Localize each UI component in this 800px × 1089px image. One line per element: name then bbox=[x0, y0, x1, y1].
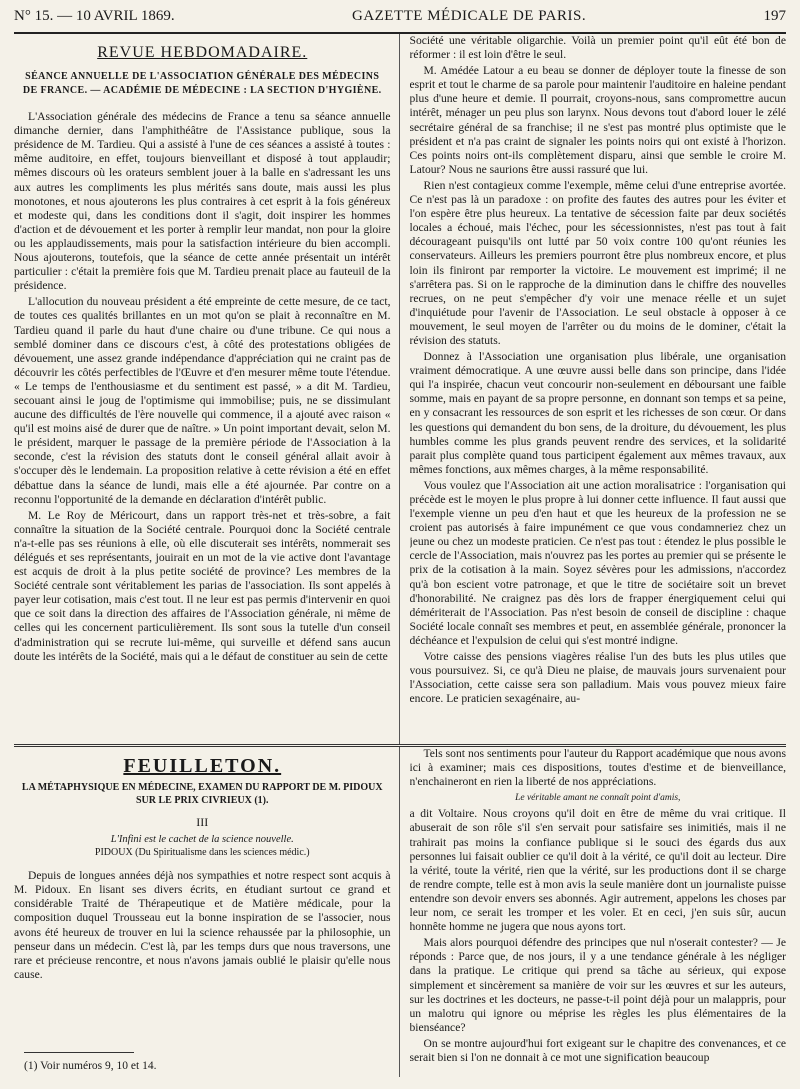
page-header bbox=[14, 8, 786, 34]
paragraph: Tels sont nos sentiments pour l'auteur du Rapport académique que nous avons ici à examiner; mais ces dispositions, toutes d'estime et de bienveillance, n'enchaineront en rien la liberté de nos appréciations. bbox=[409, 747, 786, 789]
publication-title: GAZETTE MÉDICALE DE PARIS. bbox=[351, 8, 587, 24]
paragraph: Société une véritable oligarchie. Voilà un premier point qu'il eût été bon de réformer : il est loin d'être le seul. bbox=[409, 34, 786, 62]
revue-left-column bbox=[14, 34, 400, 744]
paragraph: M. Amédée Latour a eu beau se donner de déployer toute la finesse de son esprit et tout le charme de sa parole pour maintenir l'auditoire en haleine pendant plus d'une heure et demie. Il pourrait, croyons-nous, sans compromettre aucun intérêt, ménager un peu plus son larynx. Nous devons tout d'abord louer le zélé secrétaire général de sa franchise; il ne s'est pas montré plus optimiste que le président et n'a pas craint de signaler les points noirs qui ont existé à l'horizon. Ces points noirs ont-ils complètement disparu, ainsi que semble le croire M. Latour? Nous ne saurions être aussi rassuré que lui. bbox=[409, 64, 786, 176]
page-number: 197 bbox=[763, 8, 786, 24]
revue-section bbox=[14, 34, 786, 747]
feuilleton-left-column bbox=[14, 747, 400, 1077]
paragraph: a dit Voltaire. Nous croyons qu'il doit en être de même du vrai critique. Il abuserait de son rôle s'il s'en servait pour satisfaire ses inimitiés, mais il ne trahirait pas moins la confiance publique si le souci des égards dus aux personnes lui faisait oublier ce qu'il doit à la vérité, ce qu'il doit au lecteur. Dire la vérité, toute la vérité, rien que la vérité, sur les productions dont il se charge de rendre compte, telle est à mon avis la seule manière dont un journaliste puisse entendre son devoir envers ses abonnés. Agir autrement, appelons les choses par leur nom, ce serait les tromper et les voler. Et en ceci, j'en suis sûr, aucun honnête homme ne jugera que nous ayons tort. bbox=[409, 807, 786, 934]
footnote-rule bbox=[24, 1052, 134, 1053]
feuilleton-section bbox=[14, 747, 786, 1077]
paragraph: Votre caisse des pensions viagères réalise l'un des buts les plus utiles que vous poursuivez. Si, ce qu'à Dieu ne plaise, de mauvais jours survenaient pour l'Association, cette caisse sera son palladium. Mais vous pouvez mieux faire encore. Le praticien sexagénaire, au- bbox=[409, 650, 786, 706]
paragraph: Vous voulez que l'Association ait une action moralisatrice : l'organisation qui précède est le moyen le plus propre à lui donner cette influence. Il faut aussi que l'exemple vienne un peu d'en haut et que les heureux de la profession ne se croient pas autorisés à faire impunément ce que vous condamneriez chez un jeune ou chez un modeste praticien. Ce n'est pas tout : étendez le plus possible le cercle de l'Association, mais n'ouvrez pas les portes au premier qui se présente le prix de la cotisation à la main. Soyez sévères pour les admissions, n'accordez qu'à bon escient votre patronage, et que le titre de sociétaire soit un brevet d'honorabilité. Ne craignez pas dès lors de frapper énergiquement celui qui démériterait de l'Association. Pas n'est besoin de conseil de discipline : chaque Société locale connaît ses membres et peut, en assemblée générale, prononcer la déchéance et l'expulsion de celui qui s'est montré indigne. bbox=[409, 478, 786, 647]
feuilleton-right-column bbox=[410, 747, 787, 1077]
paragraph: Rien n'est contagieux comme l'exemple, même celui d'une entreprise avortée. Ce n'est pas là un paradoxe : on profite des fautes des autres pour les éviter et l'on espère être plus heureux. La tentative de sécession faite par deux sociétés locales a échoué, mais l'échec, pour les sécessionnistes, n'est pas tout à fait décourageant puisqu'ils ont lutté par 50 voix contre 100 qu'ont réunies les conservateurs. Ailleurs les premiers pourront être plus nombreux encore, et plus loin ils finiront par remporter la victoire. Le mouvement est imprimé; il ne s'arrêtera pas. Si on le rapproche de la diminution dans le chiffre des nouvelles recrues, on ne peut s'empêcher d'y voir une menace réelle et un sujet d'inquiétude pour l'avenir de l'Association. Le seul obstacle à opposer à ce mouvement, le seul moyen de l'arrêter ou du moins de le dominer, c'était la révision des statuts. bbox=[409, 178, 786, 347]
revue-title: REVUE HEBDOMADAIRE. bbox=[97, 44, 308, 61]
paragraph: L'Association générale des médecins de France a tenu sa séance annuelle dimanche dernier, dans l'amphithéâtre de l'Assistance publique, sous la présidence de M. Tardieu. Qui a assisté à l'une de ces séances a assisté à toutes : même auditoire, en effet, toujours bienveillant et disposé à tout applaudir; mêmes discours où les orateurs semblent jouer à la balle en s'adressant les uns aux autres les compliments les plus mérités sans doute, mais aussi les plus monotones, et nous ajouterons les plus contraires à cet esprit à la fois généreux et modeste qui, dans les conditions dont il s'agit, doit inspirer les hommes d'action et de dévouement et les porter à remplir leur mandat, non pour la gloire ou les applaudissements, mais pour la satisfaction intérieure du bien accompli. Nous ajouterons, toutefois, que la séance de cette année présentait un intérêt particulier : c'était la première fois que M. Tardieu prenait place au fauteuil de la présidence. bbox=[14, 110, 391, 293]
paragraph: L'allocution du nouveau président a été empreinte de cette mesure, de ce tact, de toutes ces qualités brillantes en un mot qu'on se plait à reconnaître en M. Tardieu quand il parle du haut d'une chaire ou d'une tribune. Ce qui nous a semblé dominer dans ce discours c'est, à côté des protestations obligées de dévouement, une assez grande indépendance d'appréciation qui ne craint pas de découvrir les côtés perfectibles de l'Œuvre et d'en mesurer même toute l'étendue. « Le temps de l'enthousiasme et du sentiment est passé, » a dit M. Tardieu, secouant ainsi le joug de l'optimisme qui immobilise; puis, ne se dissimulant aucune des difficultés de l'ère nouvelle qui commence, il a ajouté avec raison « qu'il est moins aisé de durer que de naître. » Un point important devait, selon M. le président, marquer le passage de la première période de l'Association à la seconde, c'est la révision des statuts dont le conseil général allait avoir à s'occuper dès le lendemain. La proposition relative à cette révision a été en effet débattue dans la séance de lundi, mais elle a été ajournée. Par contre on a reconnu l'opportunité de la demande en déclaration d'intérêt public. bbox=[14, 295, 391, 506]
paragraph: Depuis de longues années déjà nos sympathies et notre respect sont acquis à M. Pidoux. En lisant ses divers écrits, en étudiant surtout ce grand et considérable Traité de Thérapeutique et de Matière médicale, pour la composition duquel Trousseau eut la bonne inspiration de se l'associer, nous avons été heureux de trouver en lui la science rehaussée par la philosophie, un penseur dans un médecin. C'est là, par les temps durs que nous traversons, une rare et précieuse rencontre, et nous n'avons jamais oublié le plaisir qu'elle nous cause. bbox=[14, 869, 391, 981]
chapter-number: III bbox=[196, 815, 209, 830]
paragraph: Mais alors pourquoi défendre des principes que nul n'oserait contester? — Je réponds : Parce que, de nos jours, il y a une tendance générale à les négliger dans la pratique. Le critique qui prend sa tâche au sérieux, qui expose simplement et sincèrement sa manière de voir sur les œuvres et sur les auteurs, sur les doctrines et les docteurs, ne passe-t-il point déjà pour un malappris, pour un malotru qui ignore ou méprise les règles les plus élémentaires de la bienséance? bbox=[409, 936, 786, 1034]
verse-quote: Le véritable amant ne connaît point d'amis, bbox=[515, 793, 681, 804]
epigraph-source: PIDOUX (Du Spiritualisme dans les sciences médic.) bbox=[94, 847, 310, 859]
paragraph: M. Le Roy de Méricourt, dans un rapport très-net et très-sobre, a fait connaître la situation de la Société centrale. Pourquoi donc la Société centrale n'a-t-elle pas ses réunions à elle, où elle discuterait ses intérêts, nommerait ses délégués et ses représentants, jouirait en un mot de la vie active dont l'avantage est acquis de droit à la plus petite société de province? Les membres de la Société centrale sont véritablement les parias de l'association. Ils sont appelés à payer leur cotisation, mais c'est tout. Il ne leur est pas permis d'intervenir en quoi que ce soit dans la direction des affaires de l'Association générale, ni même de celles qui les concernent particulièrement. Ils sont sous la tutelle d'un conseil d'administration qui se recrute lui-même, qui surveille et défend sans aucun doute les intérêts de la Société, mais qui a le défaut de constituer au sein de cette bbox=[14, 508, 391, 663]
issue-date: N° 15. — 10 AVRIL 1869. bbox=[14, 8, 175, 24]
epigraph: L'Infini est le cachet de la science nouvelle. bbox=[110, 834, 294, 846]
revue-subtitle: SÉANCE ANNUELLE DE L'ASSOCIATION GÉNÉRALE DES MÉDECINS DE FRANCE. — ACADÉMIE DE MÉDECINE : LA SECTION D'HYGIÈNE. bbox=[22, 71, 382, 97]
paragraph: Donnez à l'Association une organisation plus libérale, une organisation vraiment démocratique. A une œuvre aussi belle dans son principe, dans l'idée qui l'a inspirée, chacun veut concourir non-seulement en déboursant une faible somme, mais en payant de sa propre personne, en donnant son temps et sa peine, en y consacrant les ressources de son esprit et les richesses de son cœur. Or dans les questions qui demandent du bon sens, de la droiture, du dévouement, les plus humbles comme les plus grands peuvent rendre des services, et la solidarité parait plus complète quand tous participent également aux mêmes travaux, aux mêmes fonctions, aux mêmes charges, à la même responsabilité. bbox=[409, 350, 786, 476]
paragraph: On se montre aujourd'hui fort exigeant sur le chapitre des convenances, et ce serait bien si l'on ne donnait à ce mot une signification beaucoup bbox=[409, 1036, 786, 1064]
footnote: (1) Voir numéros 9, 10 et 14. bbox=[24, 1060, 157, 1072]
feuilleton-title: FEUILLETON. bbox=[123, 755, 282, 777]
revue-right-column bbox=[410, 34, 787, 744]
feuilleton-subtitle: LA MÉTAPHYSIQUE EN MÉDECINE, EXAMEN DU RAPPORT DE M. PIDOUX SUR LE PRIX CIVRIEUX (1). bbox=[21, 782, 383, 807]
